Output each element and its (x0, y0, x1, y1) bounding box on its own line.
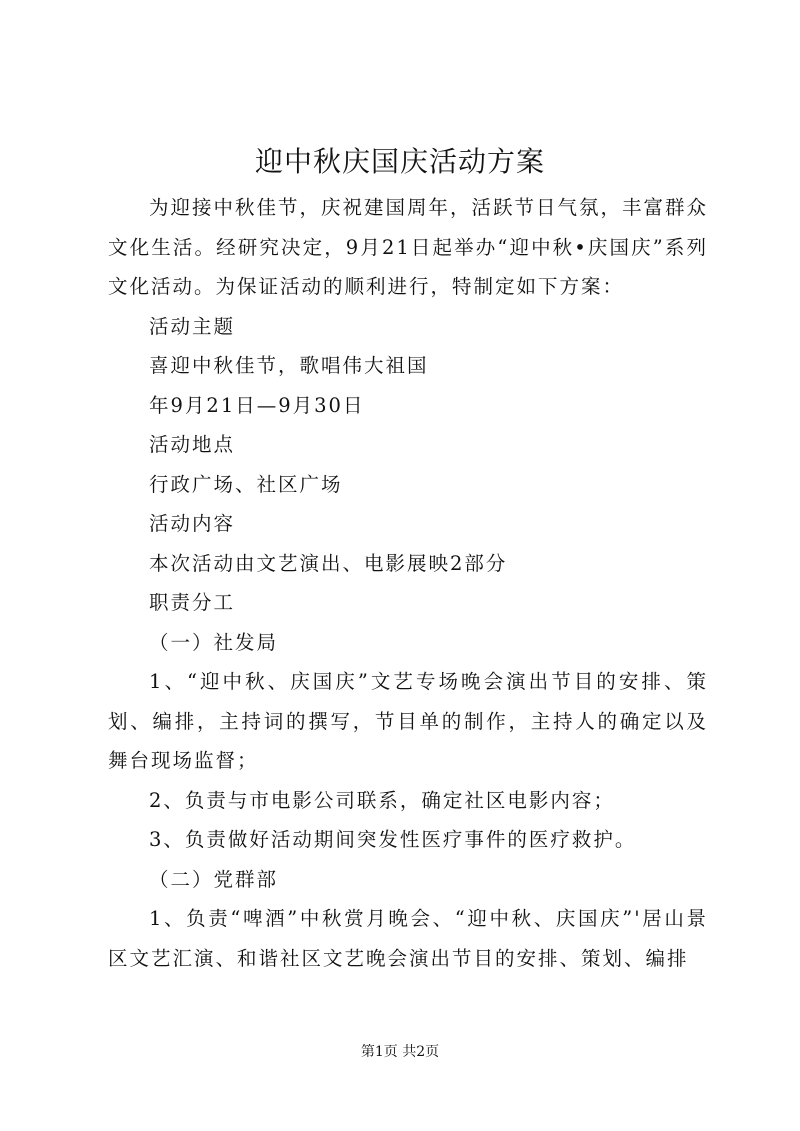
duty-item-3: 3、负责做好活动期间突发性医疗事件的医疗救护。 (149, 828, 637, 851)
location-text: 行政广场、社区广场 (149, 472, 343, 496)
intro-paragraph: 为迎接中秋佳节，庆祝建国周年，活跃节日气氛，丰富群众文化生活。经研究决定，9月21日起举办“迎中秋•庆国庆”系列文化活动。为保证活动的顺利进行，特制定如下方案： (108, 196, 709, 298)
theme-text: 喜迎中秋佳节，歌唱伟大祖国 (149, 354, 429, 377)
section-party-dept: （二）党群部 (149, 867, 279, 891)
page-number: 第1页 共2页 (360, 1044, 440, 1060)
duty-item-1: 1、“迎中秋、庆国庆”文艺专场晚会演出节目的安排、策划、编排，主持词的撰写，节目单的制作，主持人的确定以及舞台现场监督； (108, 670, 708, 772)
heading-duties: 职责分工 (149, 591, 236, 614)
document-title: 迎中秋庆国庆活动方案 (254, 145, 545, 178)
date-range: 年9月21日—9月30日 (149, 393, 365, 417)
content-text: 本次活动由文艺演出、电影展映2部分 (149, 551, 508, 575)
party-duty-item-1: 1、负责“啤酒”中秋赏月晚会、“迎中秋、庆国庆”'居山景区文艺汇演、和谐社区文艺晚会演出节目的安排、策划、编排 (108, 907, 708, 970)
heading-content: 活动内容 (149, 512, 236, 535)
duty-item-2: 2、负责与市电影公司联系，确定社区电影内容； (149, 788, 615, 812)
heading-theme: 活动主题 (149, 314, 236, 338)
section-social-bureau: （一）社发局 (149, 630, 279, 654)
document-body (108, 188, 708, 978)
heading-location: 活动地点 (149, 433, 236, 456)
